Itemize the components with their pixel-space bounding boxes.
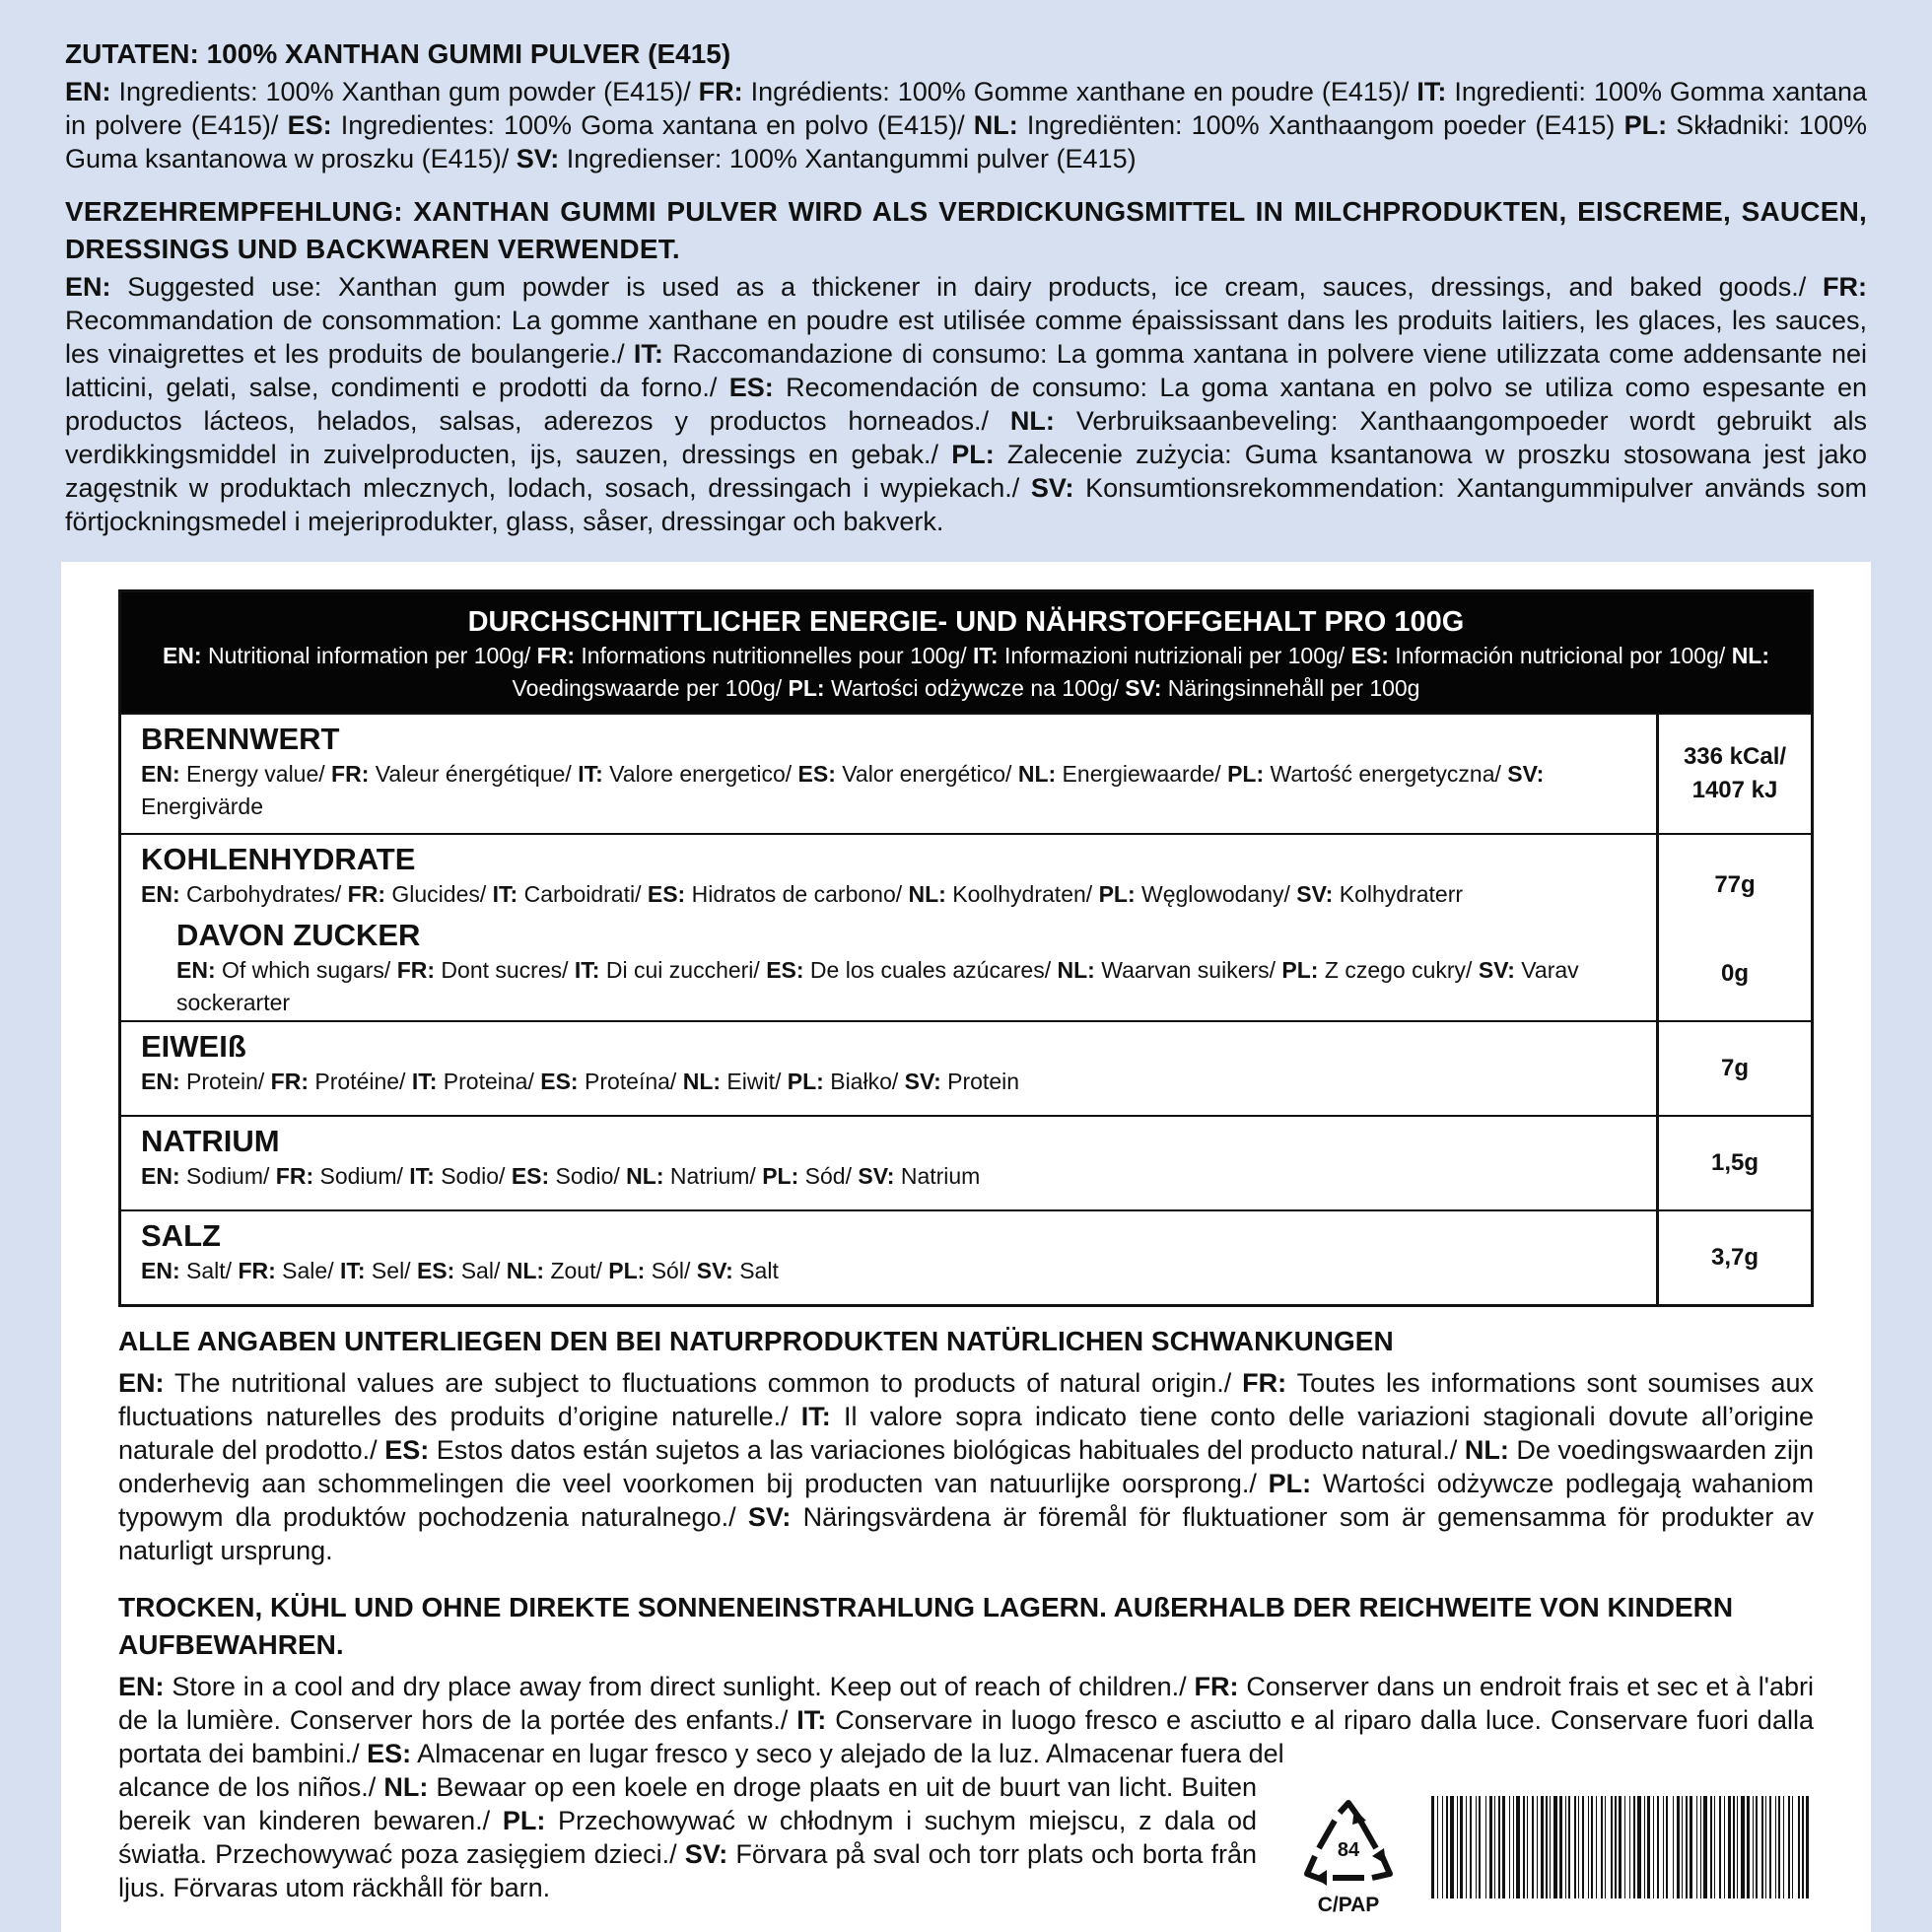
- barcode-bar: [1761, 1796, 1763, 1898]
- language-code: IT:: [578, 761, 603, 787]
- language-code: ES:: [797, 761, 836, 787]
- nutrient-value-cell: [1659, 715, 1811, 833]
- translation-text: Koolhydraten/: [945, 881, 1099, 907]
- language-code: SV:: [747, 1502, 792, 1532]
- barcode-bar: [1537, 1796, 1538, 1898]
- translation-text: Nutritional information per 100g/: [201, 643, 537, 668]
- barcode-bar: [1596, 1796, 1597, 1898]
- barcode-bar: [1578, 1796, 1579, 1898]
- table-row-sodium: [121, 1115, 1811, 1209]
- translation-text: Varav sockerarter: [176, 957, 1579, 1015]
- recycling-code: C/PAP: [1317, 1894, 1380, 1916]
- translation-text: Valor energético/: [835, 761, 1018, 787]
- language-code: EN:: [118, 1672, 165, 1701]
- barcode-bar: [1588, 1796, 1589, 1898]
- barcode-bar: [1783, 1796, 1784, 1898]
- translation-text: Carboidrati/: [518, 881, 648, 907]
- translation-text: Salt/: [179, 1258, 239, 1283]
- barcode-bar: [1446, 1796, 1448, 1898]
- translation-text: Förvara på sval och torr plats och borta från ljus. Förvaras utom räckhåll för barn.: [118, 1839, 1257, 1902]
- language-code: NL:: [383, 1772, 429, 1802]
- barcode-bar: [1728, 1796, 1731, 1898]
- storage-heading: TROCKEN, KÜHL UND OHNE DIREKTE SONNENEINSTRAHLUNG LAGERN. AUßERHALB DER REICHWEITE VON KINDERN AUFBEWAHREN.: [118, 1592, 1734, 1660]
- language-code: PL:: [608, 1258, 646, 1283]
- sub-nutrient-value: 0g: [1720, 960, 1749, 987]
- language-code: IT:: [796, 1705, 827, 1735]
- translation-text: Energy value/: [179, 761, 332, 787]
- translation-text: Sól/: [645, 1258, 697, 1283]
- language-code: IT:: [574, 957, 600, 983]
- language-code: IT:: [409, 1163, 435, 1189]
- translation-text: Wartości odżywcze podlegają wahaniom typowym dla produktów pochodzenia naturalnego./: [118, 1469, 1814, 1532]
- barcode-bar: [1806, 1796, 1809, 1898]
- translation-text: Bewaar op een koele en droge plaats en uit de buurt van licht. Buiten bereik van kinderen bewaren./: [118, 1772, 1257, 1835]
- translation-text: Valore energetico/: [602, 761, 798, 787]
- language-code: IT:: [339, 1258, 366, 1283]
- translation-text: Sal/: [454, 1258, 507, 1283]
- language-code: IT:: [411, 1069, 438, 1094]
- nutrient-label-cell: [121, 835, 1659, 1020]
- translation-text: Protein/: [179, 1069, 271, 1094]
- barcode-bar: [1733, 1796, 1735, 1898]
- nutrition-subtitle: [141, 640, 1791, 705]
- language-code: NL:: [626, 1163, 664, 1189]
- language-code: EN:: [141, 1069, 180, 1094]
- barcode-bar: [1605, 1796, 1606, 1898]
- barcode-bar: [1489, 1796, 1492, 1898]
- usage-translations: [65, 270, 1867, 538]
- language-code: ES:: [540, 1069, 579, 1094]
- language-code: FR:: [1823, 272, 1867, 302]
- language-code: EN:: [65, 272, 111, 302]
- translation-text: Conserver dans un endroit frais et sec et à l'abri de la lumière. Conserver hors de la portée des enfants./: [118, 1672, 1814, 1735]
- translation-text: Sodium/: [313, 1163, 410, 1189]
- translation-text: Recomendación de consumo: La goma xantana en polvo se utiliza como espesante en productos lácteos, helados, salsas, aderezos y productos horneados./: [65, 373, 1867, 436]
- language-code: FR:: [1194, 1672, 1239, 1701]
- barcode-bar: [1466, 1796, 1467, 1898]
- language-code: PL:: [1281, 957, 1319, 983]
- nutrient-value: 1,5g: [1710, 1149, 1760, 1176]
- language-code: EN:: [118, 1368, 165, 1398]
- translation-text: Glucides/: [384, 881, 493, 907]
- nutrient-label-cell: [121, 1117, 1659, 1209]
- barcode-bar: [1775, 1796, 1776, 1898]
- barcode-bar: [1479, 1796, 1481, 1898]
- table-row-carbohydrates: [121, 833, 1811, 1020]
- language-code: FR:: [396, 957, 436, 983]
- barcode-bar: [1644, 1796, 1645, 1898]
- barcode-bar: [1633, 1796, 1635, 1898]
- translation-text: Wartości odżywcze na 100g/: [824, 675, 1126, 701]
- translation-text: Sel/: [365, 1258, 417, 1283]
- language-code: FR:: [347, 881, 385, 907]
- translation-text: Verbruiksaanbeveling: Xanthaangompoeder wordt gebruikt als verdikkingsmiddel in zuivelproducten, ijs, sauzen, dressings en gebak./: [65, 406, 1867, 469]
- translation-text: Raccomandazione di consumo: La gomma xantana in polvere viene utilizzata come addensante nei latticini, gelati, salse, condimenti e prodotti da forno./: [65, 339, 1867, 402]
- barcode-bar: [1741, 1796, 1745, 1898]
- table-row-salt: [121, 1209, 1811, 1304]
- nutrient-translations: [141, 1160, 1656, 1193]
- barcode-bar: [1619, 1796, 1622, 1898]
- barcode-bar: [1788, 1796, 1790, 1898]
- language-code: NL:: [1731, 643, 1770, 668]
- translation-text: Näringsinnehåll per 100g: [1161, 675, 1420, 701]
- barcode-bar: [1450, 1796, 1454, 1898]
- sub-nutrient-block: [141, 917, 1656, 1019]
- translation-text: Sodio/: [549, 1163, 627, 1189]
- nutrition-table-header: [121, 592, 1811, 713]
- translation-text: alcance de los niños./: [118, 1772, 384, 1802]
- translation-text: Sale/: [275, 1258, 340, 1283]
- translation-text: Sodio/: [434, 1163, 512, 1189]
- barcode-bar: [1714, 1796, 1715, 1898]
- language-code: EN:: [65, 77, 111, 106]
- barcode-bar: [1476, 1796, 1477, 1898]
- barcode-bar: [1485, 1796, 1486, 1898]
- language-code: SV:: [516, 144, 560, 173]
- language-code: PL:: [1623, 110, 1668, 140]
- translation-text: Di cui zuccheri/: [599, 957, 767, 983]
- barcode-bar: [1498, 1796, 1500, 1898]
- ingredients-translations: [65, 75, 1867, 175]
- barcode-bar: [1457, 1796, 1458, 1898]
- barcode-bar: [1686, 1796, 1688, 1898]
- barcode-bar: [1653, 1796, 1654, 1898]
- language-code: IT:: [633, 339, 663, 369]
- language-code: PL:: [788, 675, 825, 701]
- translation-text: Ingredienti: 100% Gomma xantana in polvere (E415)/: [65, 77, 1867, 140]
- translation-text: Store in a cool and dry place away from direct sunlight. Keep out of reach of children./: [164, 1672, 1195, 1701]
- nutrient-value: 7g: [1720, 1055, 1749, 1081]
- table-row-protein: [121, 1020, 1811, 1115]
- language-code: NL:: [908, 881, 946, 907]
- translation-text: Protein: [940, 1069, 1020, 1094]
- translation-text: Recommandation de consommation: La gomme xanthane en poudre est utilisée comme épaississant dans les produits laitiers, les glaces, les sauces, les vinaigrettes et les produits de boulangerie./: [65, 306, 1867, 369]
- translation-text: Zout/: [544, 1258, 609, 1283]
- language-code: NL:: [1009, 406, 1055, 436]
- nutrition-title: DURCHSCHNITTLICHER ENERGIE- UND NÄHRSTOFFGEHALT PRO 100G: [467, 606, 1465, 638]
- variation-section: [118, 1323, 1814, 1567]
- barcode-bar: [1624, 1796, 1625, 1898]
- barcode-bar: [1553, 1796, 1557, 1898]
- nutrient-name: EIWEIß: [141, 1029, 246, 1064]
- nutrient-label-cell: [121, 1022, 1659, 1115]
- nutrient-value: 77g: [1714, 871, 1756, 898]
- nutrient-label-cell: [121, 715, 1659, 833]
- language-code: SV:: [1507, 761, 1545, 787]
- translation-text: Hidratos de carbono/: [685, 881, 909, 907]
- language-code: PL:: [787, 1069, 824, 1094]
- translation-text: Ingredientes: 100% Goma xantana en polvo (E415)/: [331, 110, 974, 140]
- translation-text: Toutes les informations sont soumises aux fluctuations naturelles des produits d’origine naturelle./: [118, 1368, 1814, 1431]
- language-code: PL:: [951, 440, 995, 469]
- barcode-bar: [1798, 1796, 1800, 1898]
- language-code: IT:: [800, 1402, 831, 1431]
- nutrient-label-cell: [121, 1211, 1659, 1304]
- barcode-bar: [1756, 1796, 1758, 1898]
- language-code: SV:: [684, 1839, 728, 1869]
- language-code: FR:: [1242, 1368, 1287, 1398]
- translation-text: Składniki: 100% Guma ksantanowa w proszku (E415)/: [65, 110, 1867, 173]
- barcode: [1429, 1796, 1816, 1898]
- nutrient-translations: [141, 878, 1656, 911]
- nutrient-translations: [141, 758, 1656, 823]
- nutrient-translations: [141, 1255, 1656, 1287]
- barcode-bar: [1527, 1796, 1528, 1898]
- barcode-bar: [1513, 1796, 1514, 1898]
- barcode-bar: [1615, 1796, 1617, 1898]
- language-code: FR:: [238, 1258, 276, 1283]
- translation-text: Proteína/: [578, 1069, 683, 1094]
- language-code: SV:: [1478, 957, 1515, 983]
- translation-text: Información nutricional por 100g/: [1388, 643, 1732, 668]
- label-top-section: [65, 37, 1867, 538]
- barcode-bar: [1724, 1796, 1725, 1898]
- language-code: EN:: [162, 643, 202, 668]
- nutrient-name: BRENNWERT: [141, 722, 340, 756]
- translation-text: Węglowodany/: [1135, 881, 1297, 907]
- barcode-bar: [1494, 1796, 1495, 1898]
- language-code: ES:: [287, 110, 332, 140]
- barcode-bar: [1509, 1796, 1510, 1898]
- translation-text: Voedingswaarde per 100g/: [512, 675, 789, 701]
- translation-text: Estos datos están sujetos a las variaciones biológicas habituales del producto natural./: [429, 1435, 1465, 1465]
- nutrient-value-cell: [1659, 1117, 1811, 1209]
- language-code: ES:: [511, 1163, 550, 1189]
- barcode-bar: [1559, 1796, 1562, 1898]
- nutrient-translations: [141, 1066, 1656, 1098]
- barcode-bar: [1629, 1796, 1630, 1898]
- translation-text: Natrium: [894, 1163, 981, 1189]
- translation-text: Salt: [732, 1258, 779, 1283]
- barcode-bar: [1696, 1796, 1697, 1898]
- barcode-bar: [1442, 1796, 1443, 1898]
- barcode-bar: [1591, 1796, 1593, 1898]
- barcode-bar: [1737, 1796, 1738, 1898]
- language-code: NL:: [506, 1258, 545, 1283]
- translation-text: De voedingswaarden zijn onderhevig aan schommelingen die veel voorkomen bij producten van natuurlijke oorsprong./: [118, 1435, 1815, 1498]
- barcode-bar: [1637, 1796, 1641, 1898]
- barcode-bar: [1546, 1796, 1548, 1898]
- translation-text: Ingrediënten: 100% Xanthaangom poeder (E415): [1017, 110, 1624, 140]
- barcode-bar: [1532, 1796, 1534, 1898]
- barcode-bar: [1460, 1796, 1463, 1898]
- barcode-bar: [1710, 1796, 1712, 1898]
- barcode-bar: [1437, 1796, 1438, 1898]
- translation-text: Konsumtionsrekommendation: Xantangummipulver används som förtjockningsmedel i mejeriprodukter, glass, såser, dressingar och bakverk.: [65, 473, 1868, 536]
- language-code: FR:: [275, 1163, 314, 1189]
- storage-translations-wide: [118, 1670, 1814, 1770]
- barcode-bar: [1769, 1796, 1771, 1898]
- language-code: SV:: [858, 1163, 895, 1189]
- translation-text: Białko/: [823, 1069, 905, 1094]
- barcode-bar: [1666, 1796, 1668, 1898]
- language-code: FR:: [331, 761, 370, 787]
- ingredients-heading: ZUTATEN: 100% XANTHAN GUMMI PULVER (E415): [65, 38, 731, 69]
- usage-heading: VERZEHREMPFEHLUNG: XANTHAN GUMMI PULVER WIRD ALS VERDICKUNGSMITTEL IN MILCHPRODUKTEN, EISCREME, SAUCEN, DRESSINGS UND BACKWAREN VERWENDET.: [65, 196, 1867, 264]
- barcode-bar: [1516, 1796, 1520, 1898]
- translation-text: Kolhydraterr: [1333, 881, 1464, 907]
- barcode-bar: [1611, 1796, 1613, 1898]
- translation-text: Sodium/: [179, 1163, 276, 1189]
- translation-text: Zalecenie zużycia: Guma ksantanowa w proszku stosowana jest jako zagęstnik w produktach mlecznych, lodach, sosach, dressingach i wypiekach./: [65, 440, 1867, 503]
- barcode-bar: [1550, 1796, 1551, 1898]
- barcode-bar: [1582, 1796, 1584, 1898]
- nutrient-value: 3,7g: [1710, 1244, 1760, 1271]
- nutrient-name: KOHLENHYDRATE: [141, 842, 416, 876]
- translation-text: Natrium/: [663, 1163, 763, 1189]
- barcode-bar: [1677, 1796, 1680, 1898]
- nutrient-value-cell: [1659, 1211, 1811, 1304]
- barcode-bar: [1765, 1796, 1766, 1898]
- barcode-bar: [1703, 1796, 1707, 1898]
- translation-text: Conservare in luogo fresco e asciutto e al riparo dalla luce. Conservare fuori dalla portata dei bambini./: [118, 1705, 1814, 1768]
- barcode-bar: [1523, 1796, 1525, 1898]
- barcode-bar: [1747, 1796, 1750, 1898]
- nutrition-table: [118, 589, 1814, 1307]
- barcode-bar: [1682, 1796, 1683, 1898]
- barcode-bar: [1673, 1796, 1674, 1898]
- recycling-number: 84: [1337, 1839, 1360, 1861]
- translation-text: Energivärde: [141, 794, 264, 819]
- nutrient-value-secondary: 1407 kJ: [1691, 777, 1778, 803]
- translation-text: Suggested use: Xanthan gum powder is used as a thickener in dairy products, ice cream, sauces, dressings, and baked goods./: [110, 272, 1824, 302]
- language-code: PL:: [502, 1806, 546, 1835]
- language-code: ES:: [766, 957, 804, 983]
- language-code: NL:: [973, 110, 1018, 140]
- translation-text: Il valore sopra indicato tiene conto delle variazioni stagionali dovute all’origine naturale del prodotto./: [118, 1402, 1815, 1465]
- barcode-bar: [1700, 1796, 1701, 1898]
- language-code: PL:: [762, 1163, 799, 1189]
- language-code: NL:: [1057, 957, 1095, 983]
- language-code: ES:: [416, 1258, 455, 1283]
- barcode-bar: [1647, 1796, 1650, 1898]
- barcode-icon: [1429, 1796, 1816, 1898]
- language-code: PL:: [1227, 761, 1265, 787]
- language-code: ES:: [1350, 643, 1389, 668]
- barcode-bar: [1690, 1796, 1692, 1898]
- language-code: EN:: [141, 881, 180, 907]
- translation-text: Dont sucres/: [435, 957, 575, 983]
- language-code: ES:: [384, 1435, 430, 1465]
- language-code: ES:: [728, 373, 774, 402]
- barcode-bar: [1541, 1796, 1544, 1898]
- barcode-bar: [1574, 1796, 1576, 1898]
- language-code: NL:: [682, 1069, 722, 1094]
- barcode-bar: [1565, 1796, 1566, 1898]
- barcode-bar: [1601, 1796, 1603, 1898]
- language-code: PL:: [1098, 881, 1136, 907]
- translation-text: Przechowywać w chłodnym i suchym miejscu, z dala od światła. Przechowywać poza zasięgiem dzieci./: [118, 1806, 1257, 1869]
- language-code: SV:: [696, 1258, 733, 1283]
- language-code: IT:: [1416, 77, 1447, 106]
- translation-text: Of which sugars/: [215, 957, 397, 983]
- translation-text: Energiewaarde/: [1056, 761, 1228, 787]
- variation-translations: [118, 1366, 1814, 1567]
- barcode-bar: [1792, 1796, 1793, 1898]
- translation-text: Carbohydrates/: [179, 881, 348, 907]
- language-code: ES:: [367, 1739, 412, 1768]
- language-code: EN:: [141, 1258, 180, 1283]
- recycle-icon: [1299, 1799, 1398, 1890]
- translation-text: The nutritional values are subject to fluctuations common to products of natural origin./: [164, 1368, 1243, 1398]
- translation-text: Valeur énergétique/: [369, 761, 579, 787]
- translation-text: Z czego cukry/: [1318, 957, 1479, 983]
- translation-text: Informations nutritionnelles pour 100g/: [575, 643, 974, 668]
- recycling-mark: [1299, 1799, 1398, 1916]
- language-code: FR:: [698, 77, 743, 106]
- barcode-bar: [1719, 1796, 1721, 1898]
- nutrient-name: SALZ: [141, 1218, 221, 1253]
- translation-text: Informazioni nutrizionali per 100g/: [998, 643, 1351, 668]
- language-code: NL:: [1464, 1435, 1509, 1465]
- nutrient-value: 336 kCal/: [1683, 743, 1787, 770]
- sub-nutrient-name: DAVON ZUCKER: [176, 918, 421, 952]
- barcode-bar: [1502, 1796, 1505, 1898]
- translation-text: Ingredients: 100% Xanthan gum powder (E415)/: [110, 77, 699, 106]
- nutrient-value-cell: [1659, 835, 1811, 1020]
- language-code: IT:: [973, 643, 999, 668]
- nutrient-value-cell: [1659, 1022, 1811, 1115]
- barcode-bar: [1657, 1796, 1659, 1898]
- barcode-bar: [1778, 1796, 1780, 1898]
- translation-text: De los cuales azúcares/: [803, 957, 1058, 983]
- nutrient-name: NATRIUM: [141, 1124, 280, 1158]
- language-code: SV:: [1030, 473, 1074, 503]
- barcode-bar: [1753, 1796, 1754, 1898]
- language-code: NL:: [1017, 761, 1057, 787]
- barcode-bar: [1568, 1796, 1570, 1898]
- translation-text: Ingrédients: 100% Gomme xanthane en poudre (E415)/: [742, 77, 1417, 106]
- translation-text: Sód/: [798, 1163, 859, 1189]
- variation-heading: ALLE ANGABEN UNTERLIEGEN DEN BEI NATURPRODUKTEN NATÜRLICHEN SCHWANKUNGEN: [118, 1326, 1394, 1356]
- translation-text: Wartość energetyczna/: [1264, 761, 1508, 787]
- barcode-bar: [1663, 1796, 1664, 1898]
- language-code: PL:: [1268, 1469, 1312, 1498]
- barcode-bar: [1802, 1796, 1804, 1898]
- translation-text: Proteina/: [437, 1069, 541, 1094]
- language-code: SV:: [1125, 675, 1162, 701]
- language-code: FR:: [270, 1069, 309, 1094]
- language-code: EN:: [176, 957, 216, 983]
- language-code: SV:: [904, 1069, 941, 1094]
- language-code: ES:: [647, 881, 686, 907]
- barcode-bar: [1431, 1796, 1434, 1898]
- translation-text: Ingredienser: 100% Xantangummi pulver (E415): [559, 144, 1137, 173]
- language-code: IT:: [492, 881, 518, 907]
- barcode-bar: [1470, 1796, 1472, 1898]
- language-code: EN:: [141, 1163, 180, 1189]
- language-code: SV:: [1296, 881, 1334, 907]
- sub-nutrient-translations: [176, 954, 1656, 1019]
- translation-text: Protéine/: [309, 1069, 412, 1094]
- language-code: FR:: [536, 643, 575, 668]
- table-row-energy: [121, 713, 1811, 833]
- translation-text: Waarvan suikers/: [1094, 957, 1282, 983]
- language-code: EN:: [141, 761, 180, 787]
- translation-text: Almacenar en lugar fresco y seco y alejado de la luz. Almacenar fuera del: [411, 1739, 1284, 1768]
- translation-text: Näringsvärdena är föremål för fluktuationer som är gemensamma för produkter av naturligt ursprung.: [118, 1502, 1815, 1565]
- storage-translations-narrow: [118, 1770, 1257, 1904]
- translation-text: Eiwit/: [721, 1069, 788, 1094]
